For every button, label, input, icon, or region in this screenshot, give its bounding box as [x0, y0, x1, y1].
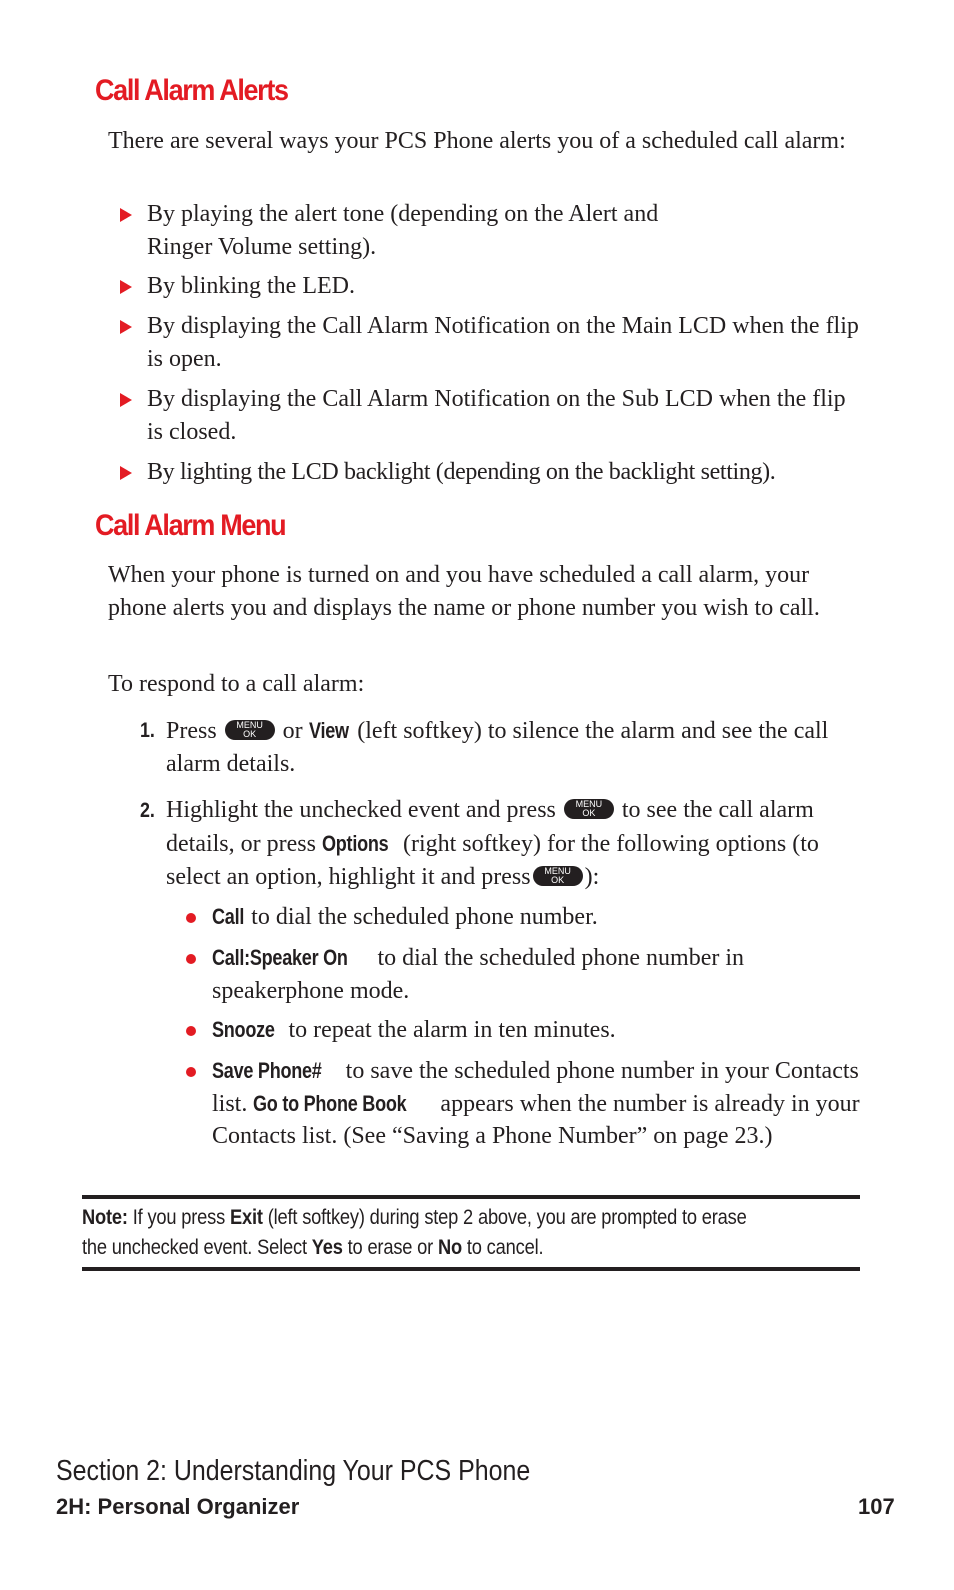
triangle-bullet-icon: [120, 320, 132, 334]
round-bullet-icon: [186, 1026, 196, 1036]
menu-intro: When your phone is turned on and you have scheduled a call alarm, your phone alerts you and displays the name or phone number you wish to call.: [108, 562, 820, 621]
triangle-bullet-icon: [120, 280, 132, 294]
footer-section-title: Section 2: Understanding Your PCS Phone: [56, 1455, 531, 1487]
list-item: [120, 270, 860, 303]
option-item: Call to dial the scheduled phone number.: [212, 901, 862, 934]
list-item-text: By lighting the LCD backlight (depending on the backlight setting).: [147, 459, 776, 485]
keyword-snooze: Snooze: [212, 1017, 275, 1042]
list-item-text: By displaying the Call Alarm Notification on the Main LCD when the flip is open.: [147, 313, 859, 372]
step-text: Press MENU OK or View (left softkey) to silence the alarm and see the call alarm details.: [166, 714, 860, 781]
round-bullet-icon: [186, 1067, 196, 1077]
triangle-bullet-icon: [120, 466, 132, 480]
list-item: [120, 198, 860, 263]
option-item: Call:Speaker On to dial the scheduled phone number in speakerphone mode.: [212, 942, 862, 1007]
keyword-exit: Exit: [229, 1206, 263, 1229]
round-bullet-icon: [186, 913, 196, 923]
menu-ok-key-icon: MENU OK: [533, 866, 583, 886]
option-item: Snooze to repeat the alarm in ten minutes.: [212, 1014, 862, 1047]
step-number: 1.: [140, 719, 155, 742]
list-item: [120, 383, 860, 448]
note-bottom-rule: [82, 1267, 860, 1271]
note-top-rule: [82, 1195, 860, 1199]
step-number: 2.: [140, 799, 155, 822]
step-text: Highlight the unchecked event and press MENU OK to see the call alarm details, or press Options (right softkey) for the following options (to select an option, highlight it and press MENU OK ):: [166, 797, 819, 890]
triangle-bullet-icon: [120, 393, 132, 407]
page-number: 107: [858, 1494, 895, 1519]
keyword-options: Options: [321, 831, 389, 856]
list-item-text: By blinking the LED.: [147, 273, 355, 299]
keyword-call: Call: [212, 904, 245, 929]
list-item: [120, 310, 860, 375]
keyword-save-phone: Save Phone#: [212, 1058, 322, 1083]
triangle-bullet-icon: [120, 208, 132, 222]
keyword-no: No: [437, 1235, 462, 1259]
footer-chapter: 2H: Personal Organizer: [56, 1494, 300, 1519]
respond-text: To respond to a call alarm:: [108, 671, 365, 697]
menu-ok-key-icon: MENU OK: [225, 720, 275, 740]
list-item: [120, 456, 865, 489]
list-item-text: By playing the alert tone (depending on the Alert and Ringer Volume setting).: [147, 201, 659, 260]
menu-ok-key-icon: MENU OK: [564, 799, 614, 819]
heading-call-alarm-alerts: Call Alarm Alerts: [95, 74, 288, 107]
alerts-intro: There are several ways your PCS Phone alerts you of a scheduled call alarm:: [108, 128, 846, 154]
option-item: Save Phone# to save the scheduled phone number in your Contacts list. Go to Phone Book appears when the number is already in your Contacts list. (See “Saving a Phone Number” on page 23.): [212, 1055, 862, 1153]
note: Note: If you press Exit (left softkey) during step 2 above, you are prompted to erase the unchecked event. Select Yes to erase or No to cancel.: [82, 1206, 747, 1259]
keyword-view: View: [308, 718, 349, 743]
note-label: Note:: [82, 1206, 128, 1229]
keyword-call-speaker-on: Call:Speaker On: [212, 945, 348, 970]
keyword-yes: Yes: [311, 1235, 343, 1259]
round-bullet-icon: [186, 954, 196, 964]
list-item-text: By displaying the Call Alarm Notification on the Sub LCD when the flip is closed.: [147, 386, 846, 445]
step-1: [140, 714, 860, 781]
step-2: [140, 794, 860, 894]
heading-call-alarm-menu: Call Alarm Menu: [95, 509, 286, 542]
keyword-go-to-phone-book: Go to Phone Book: [253, 1090, 407, 1116]
